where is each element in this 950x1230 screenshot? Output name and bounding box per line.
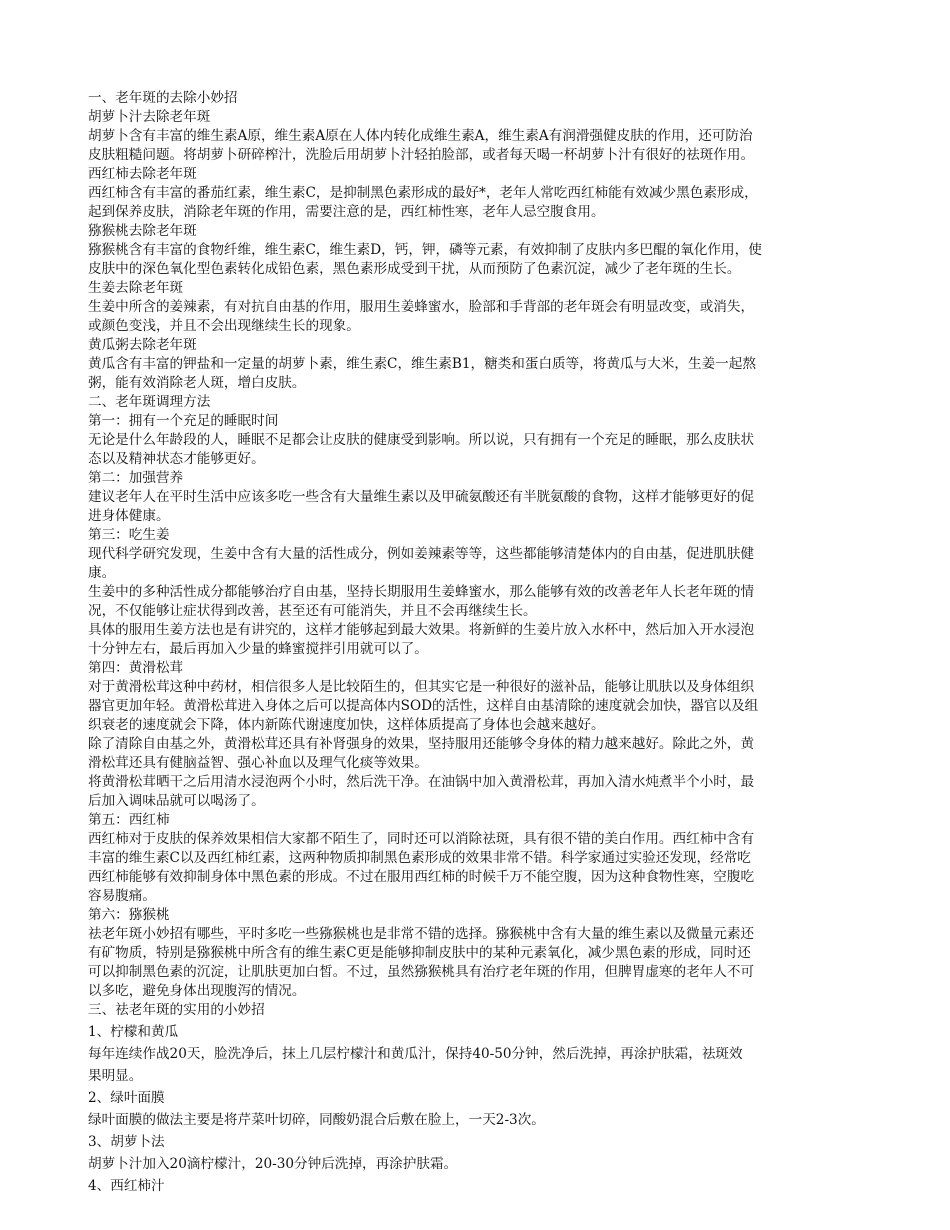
- subheading: 第三：吃生姜: [88, 527, 170, 543]
- paragraph-line: 生姜中所含的姜辣素，有对抗自由基的作用，服用生姜蜂蜜水，脸部和手背部的老年斑会有明显改变，或消失，: [88, 299, 755, 315]
- paragraph-line: 以多吃，避免身体出现腹泻的情况。: [88, 983, 306, 999]
- paragraph-line: 滑松茸还具有健脑益智、强心补血以及理气化痰等效果。: [88, 755, 428, 771]
- subheading: 3、胡萝卜法: [88, 1134, 165, 1150]
- paragraph-line: 除了清除自由基之外，黄滑松茸还具有补肾强身的效果，坚持服用还能够令身体的精力越来越好。除此之外，黄: [88, 736, 755, 752]
- paragraph-line: 祛老年斑小妙招有哪些，平时多吃一些猕猴桃也是非常不错的选择。猕猴桃中含有大量的维生素以及微量元素还: [88, 926, 755, 942]
- paragraph-line: 果明显。: [88, 1068, 143, 1084]
- paragraph-line: 无论是什么年龄段的人，睡眠不足都会让皮肤的健康受到影响。所以说，只有拥有一个充足的睡眠，那么皮肤状: [88, 432, 755, 448]
- paragraph-line: 可以抑制黑色素的沉淀，让肌肤更加白皙。不过，虽然猕猴桃具有治疗老年斑的作用，但脾胃虚寒的老年人不可: [88, 964, 755, 980]
- subheading: 黄瓜粥去除老年斑: [88, 337, 197, 353]
- subheading: 西红柿去除老年斑: [88, 166, 197, 182]
- paragraph-line: 容易腹痛。: [88, 888, 156, 904]
- paragraph-line: 况，不仅能够让症状得到改善，甚至还有可能消失，并且不会再继续生长。: [88, 603, 537, 619]
- subheading: 第一：拥有一个充足的睡眠时间: [88, 413, 279, 429]
- paragraph-line: 绿叶面膜的做法主要是将芹菜叶切碎，同酸奶混合后敷在脸上，一天2-3次。: [88, 1112, 545, 1128]
- subheading: 生姜去除老年斑: [88, 280, 184, 296]
- section-heading: 二、老年斑调理方法: [88, 394, 211, 410]
- paragraph-line: 将黄滑松茸晒干之后用清水浸泡两个小时，然后洗干净。在油锅中加入黄滑松茸，再加入清水炖煮半个小时，最: [88, 774, 755, 790]
- paragraph-line: 十分钟左右，最后再加入少量的蜂蜜搅拌引用就可以了。: [88, 641, 428, 657]
- paragraph-line: 西红柿含有丰富的番茄红素，维生素C，是抑制黑色素形成的最好*，老年人常吃西红柿能有效减少黑色素形成，: [88, 185, 758, 201]
- subheading: 胡萝卜汁去除老年斑: [88, 109, 211, 125]
- paragraph-line: 每年连续作战20天，脸洗净后，抹上几层柠檬汁和黄瓜汁，保持40-50分钟，然后洗掉，再涂护肤霜，祛斑效: [88, 1046, 743, 1062]
- paragraph-line: 后加入调味品就可以喝汤了。: [88, 793, 265, 809]
- subheading: 1、柠檬和黄瓜: [88, 1024, 179, 1040]
- paragraph-line: 进身体健康。: [88, 508, 170, 524]
- paragraph-line: 现代科学研究发现，生姜中含有大量的活性成分，例如姜辣素等等，这些都能够清楚体内的自由基，促进肌肤健: [88, 546, 755, 562]
- document-body: [88, 89, 864, 1196]
- paragraph-line: 皮肤中的深色氧化型色素转化成铅色素，黑色素形成受到干扰，从而预防了色素沉淀，减少了老年斑的生长。: [88, 261, 741, 277]
- paragraph-line: 具体的服用生姜方法也是有讲究的，这样才能够起到最大效果。将新鲜的生姜片放入水杯中，然后加入开水浸泡: [88, 622, 755, 638]
- subheading: 第二：加强营养: [88, 470, 184, 486]
- paragraph-line: 黄瓜含有丰富的钾盐和一定量的胡萝卜素，维生素C，维生素B1，糖类和蛋白质等，将黄瓜与大米，生姜一起熬: [88, 356, 756, 372]
- paragraph-line: 皮肤粗糙问题。将胡萝卜研碎榨汁，洗脸后用胡萝卜汁轻拍脸部，或者每天喝一杯胡萝卜汁有很好的祛斑作用。: [88, 147, 755, 163]
- paragraph-line: 态以及精神状态才能够更好。: [88, 451, 265, 467]
- paragraph-line: 西红柿对于皮肤的保养效果相信大家都不陌生了，同时还可以消除祛斑，具有很不错的美白作用。西红柿中含有: [88, 831, 755, 847]
- paragraph-line: 胡萝卜汁加入20滴柠檬汁，20-30分钟后洗掉，再涂护肤霜。: [88, 1156, 458, 1172]
- paragraph-line: 康。: [88, 565, 116, 581]
- paragraph-line: 对于黄滑松茸这种中药材，相信很多人是比较陌生的，但其实它是一种很好的滋补品，能够让肌肤以及身体组织: [88, 679, 755, 695]
- paragraph-line: 猕猴桃含有丰富的食物纤维，维生素C，维生素D，钙，钾，磷等元素，有效抑制了皮肤内多巴醌的氧化作用，使: [88, 242, 762, 258]
- paragraph-line: 有矿物质，特别是猕猴桃中所含有的维生素C更是能够抑制皮肤中的某种元素氧化，减少黑色素的形成，同时还: [88, 945, 751, 961]
- paragraph-line: 或颜色变浅，并且不会出现继续生长的现象。: [88, 318, 360, 334]
- paragraph-line: 粥，能有效消除老人斑，增白皮肤。: [88, 375, 306, 391]
- paragraph-line: 西红柿能够有效抑制身体中黑色素的形成。不过在服用西红柿的时候千万不能空腹，因为这种食物性寒，空腹吃: [88, 869, 755, 885]
- paragraph-line: 建议老年人在平时生活中应该多吃一些含有大量维生素以及甲硫氨酸还有半胱氨酸的食物，这样才能够更好的促: [88, 489, 755, 505]
- paragraph-line: 丰富的维生素C以及西红柿红素，这两种物质抑制黑色素形成的效果非常不错。科学家通过实验还发现，经常吃: [88, 850, 751, 866]
- paragraph-line: 起到保养皮肤，消除老年斑的作用，需要注意的是，西红柿性寒，老年人忌空腹食用。: [88, 204, 605, 220]
- subheading: 第六：猕猴桃: [88, 907, 170, 923]
- section-heading: 一、老年斑的去除小妙招: [88, 90, 238, 106]
- subheading: 猕猴桃去除老年斑: [88, 223, 197, 239]
- paragraph-line: 生姜中的多种活性成分都能够治疗自由基，坚持长期服用生姜蜂蜜水，那么能够有效的改善老年人长老年斑的情: [88, 584, 755, 600]
- subheading: 第四：黄滑松茸: [88, 660, 184, 676]
- subheading: 4、西红柿汁: [88, 1178, 165, 1194]
- paragraph-line: 胡萝卜含有丰富的维生素A原，维生素A原在人体内转化成维生素A，维生素A有润滑强健皮肤的作用，还可防治: [88, 128, 753, 144]
- subheading: 第五：西红柿: [88, 812, 170, 828]
- paragraph-line: 器官更加年轻。黄滑松茸进入身体之后可以提高体内SOD的活性，这样自由基清除的速度就会加快，器官以及组: [88, 698, 759, 714]
- subheading: 2、绿叶面膜: [88, 1090, 165, 1106]
- paragraph-line: 织衰老的速度就会下降，体内新陈代谢速度加快，这样体质提高了身体也会越来越好。: [88, 717, 605, 733]
- section-heading: 三、祛老年斑的实用的小妙招: [88, 1002, 265, 1018]
